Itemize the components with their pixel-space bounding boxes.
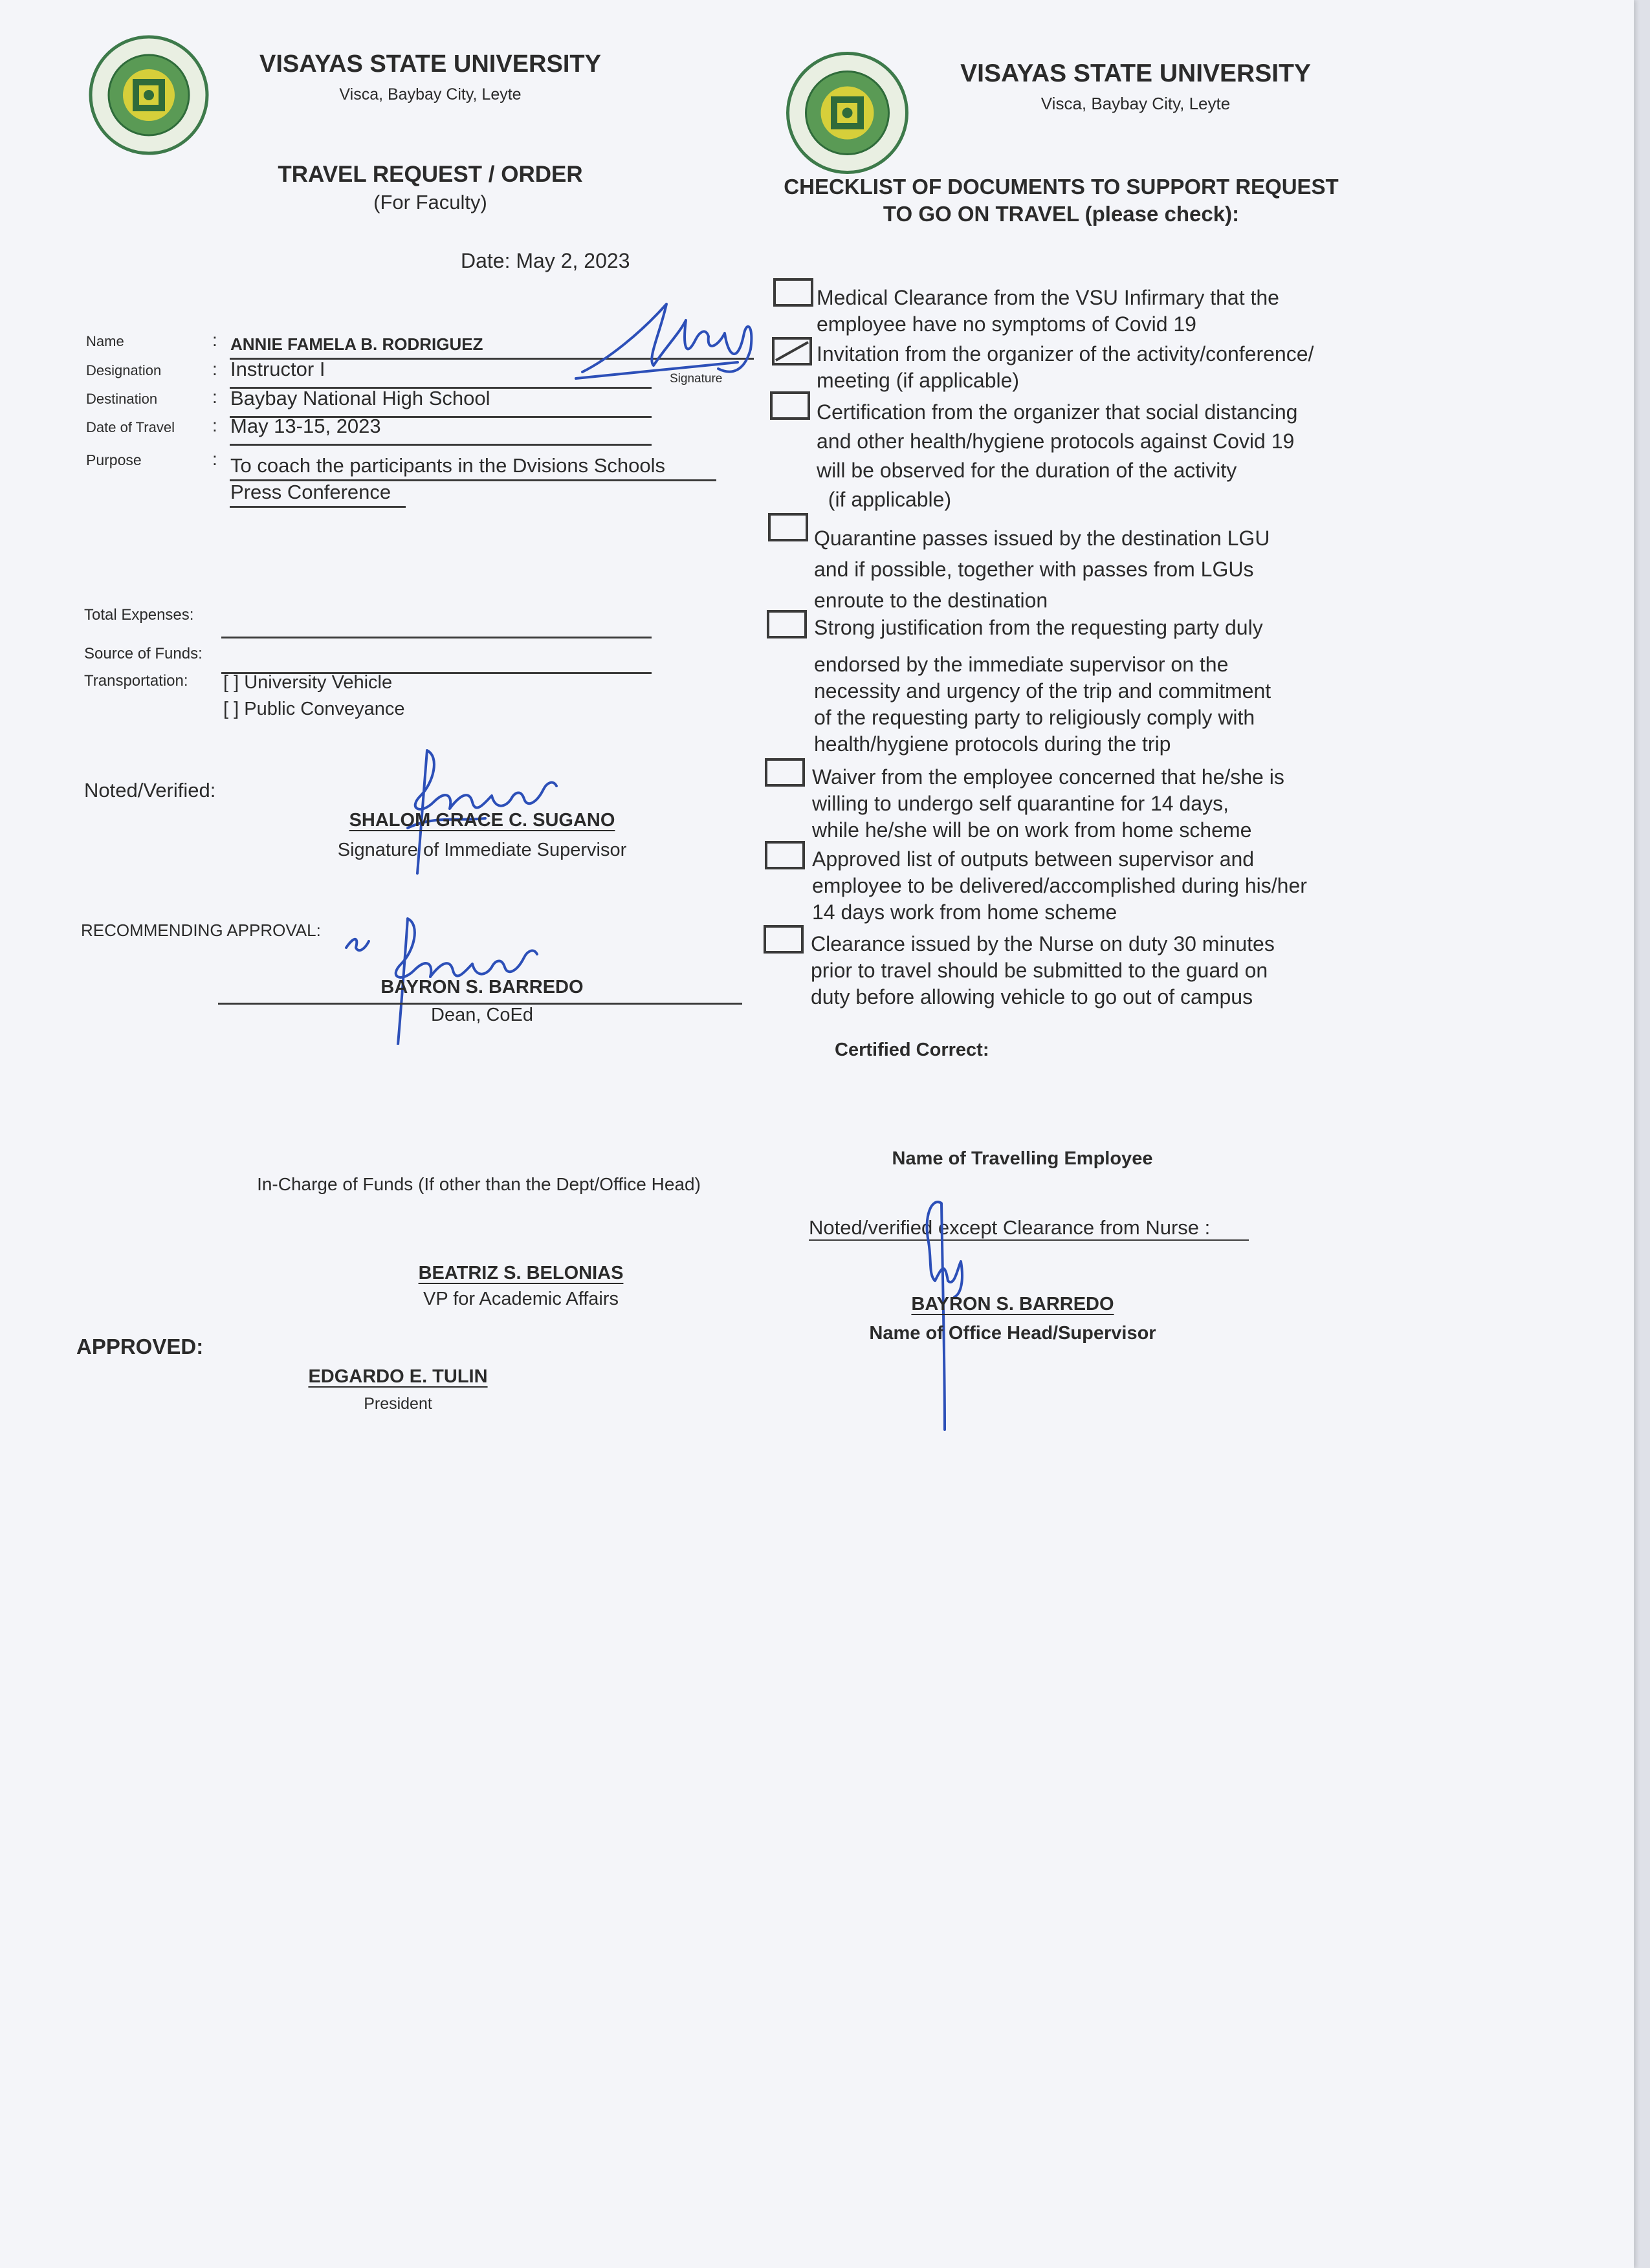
checklist-item-invitation: Invitation from the organizer of the activity/conference/ meeting (if applicable) [817, 342, 1314, 392]
recommending-approval-label: RECOMMENDING APPROVAL: [81, 921, 321, 940]
checklist-checkbox-waiver[interactable] [765, 758, 805, 787]
office-head-name: BAYRON S. BARREDO [911, 1294, 1114, 1314]
form-title: TRAVEL REQUEST / ORDER [278, 162, 583, 187]
supervisor-name: SHALOM GRACE C. SUGANO [349, 810, 615, 831]
applicant-signature [569, 294, 764, 385]
checklist-checkbox-certification[interactable] [770, 391, 810, 420]
total-expenses-line [221, 637, 652, 638]
form-subtitle: (For Faculty) [373, 191, 487, 213]
checklist-item-approved-list: Approved list of outputs between supervisor and employee to be delivered/accomplished during his/her 14 days work from home scheme [812, 847, 1307, 924]
colon: : [212, 387, 217, 407]
vpaa-title: VP for Academic Affairs [423, 1289, 619, 1309]
checklist-checkbox-invitation[interactable] [772, 337, 812, 365]
checklist-title-line2: TO GO ON TRAVEL (please check): [883, 202, 1240, 226]
university-seal-left [87, 34, 210, 157]
checklist-checkbox-approved-list[interactable] [765, 841, 805, 869]
checklist-checkbox-nurse-clearance[interactable] [764, 925, 804, 954]
name-value: ANNIE FAMELA B. RODRIGUEZ [230, 334, 483, 354]
destination-value: Baybay National High School [230, 387, 490, 409]
transportation-label: Transportation: [84, 672, 188, 690]
university-address-right: Visca, Baybay City, Leyte [1040, 94, 1231, 113]
travelling-employee-label: Name of Travelling Employee [892, 1148, 1153, 1169]
source-of-funds-label: Source of Funds: [84, 645, 203, 662]
university-name-left: VISAYAS STATE UNIVERSITY [259, 50, 601, 78]
total-expenses-label: Total Expenses: [84, 606, 194, 624]
colon: : [212, 449, 217, 469]
check-mark-icon [775, 340, 809, 363]
purpose-value-line2: Press Conference [230, 481, 391, 503]
president-name: EDGARDO E. TULIN [308, 1366, 488, 1387]
president-title: President [364, 1395, 432, 1413]
date-of-travel-value: May 13-15, 2023 [230, 415, 381, 437]
date-of-travel-line [230, 444, 652, 446]
certified-correct-label: Certified Correct: [835, 1040, 989, 1060]
checklist-checkbox-medical-clearance[interactable] [773, 278, 813, 307]
dean-title: Dean, CoEd [431, 1005, 533, 1025]
colon: : [212, 359, 217, 379]
name-label: Name [86, 333, 124, 349]
purpose-label: Purpose [86, 452, 142, 468]
university-address-left: Visca, Baybay City, Leyte [339, 85, 522, 104]
vpaa-name: BEATRIZ S. BELONIAS [418, 1263, 624, 1283]
noted-except-nurse: Noted/verified except Clearance from Nurse : [809, 1216, 1211, 1239]
designation-label: Designation [86, 362, 162, 378]
checklist-title-line1: CHECKLIST OF DOCUMENTS TO SUPPORT REQUEST [784, 175, 1339, 199]
checklist-item-strong-justification: Strong justification from the requesting party duly endorsed by the immediate supervisor on the necessity and urgency of the trip and commitment of the requesting party to religiously comply with health/hygiene protocols during the trip [814, 616, 1271, 756]
transport-option-university-vehicle: [ ] University Vehicle [223, 672, 393, 693]
checklist-item-waiver: Waiver from the employee concerned that he/she is willing to undergo self quarantine for 14 days, while he/she will be on work from home scheme [812, 765, 1284, 842]
noted-verified-label: Noted/Verified: [84, 779, 216, 801]
university-seal-right [784, 50, 910, 176]
noted-except-underline [809, 1239, 1249, 1241]
checklist-checkbox-strong-justification[interactable] [767, 610, 807, 638]
colon: : [212, 415, 217, 435]
destination-label: Destination [86, 391, 158, 407]
colon: : [212, 330, 217, 350]
dean-name: BAYRON S. BARREDO [380, 977, 584, 998]
checklist-item-medical-clearance: Medical Clearance from the VSU Infirmary that the employee have no symptoms of Covid 19 [817, 286, 1279, 336]
form-date: Date: May 2, 2023 [461, 249, 630, 272]
checklist-checkbox-quarantine-passes[interactable] [768, 513, 808, 541]
purpose-value-line1: To coach the participants in the Dvisions Schools [230, 454, 666, 477]
checklist-item-quarantine-passes: Quarantine passes issued by the destination LGU and if possible, together with passes from LGUs enroute to the destination [814, 527, 1270, 612]
supervisor-title: Signature of Immediate Supervisor [337, 840, 627, 860]
checklist-item-certification: Certification from the organizer that social distancing and other health/hygiene protocols against Covid 19 will be observed for the duration of the activity (if applicable) [817, 400, 1298, 511]
in-charge-of-funds-label: In-Charge of Funds (If other than the Dept/Office Head) [257, 1174, 701, 1194]
office-head-title: Name of Office Head/Supervisor [869, 1323, 1156, 1344]
date-of-travel-label: Date of Travel [86, 419, 175, 435]
checklist-item-nurse-clearance: Clearance issued by the Nurse on duty 30 minutes prior to travel should be submitted to the guard on duty before allowing vehicle to go out of campus [811, 932, 1275, 1009]
signature-label: Signature [670, 372, 723, 386]
transport-option-public-conveyance: [ ] Public Conveyance [223, 699, 405, 719]
designation-value: Instructor I [230, 358, 325, 380]
purpose-line-2 [230, 506, 406, 508]
approved-label: APPROVED: [76, 1335, 204, 1358]
university-name-right: VISAYAS STATE UNIVERSITY [960, 60, 1311, 87]
